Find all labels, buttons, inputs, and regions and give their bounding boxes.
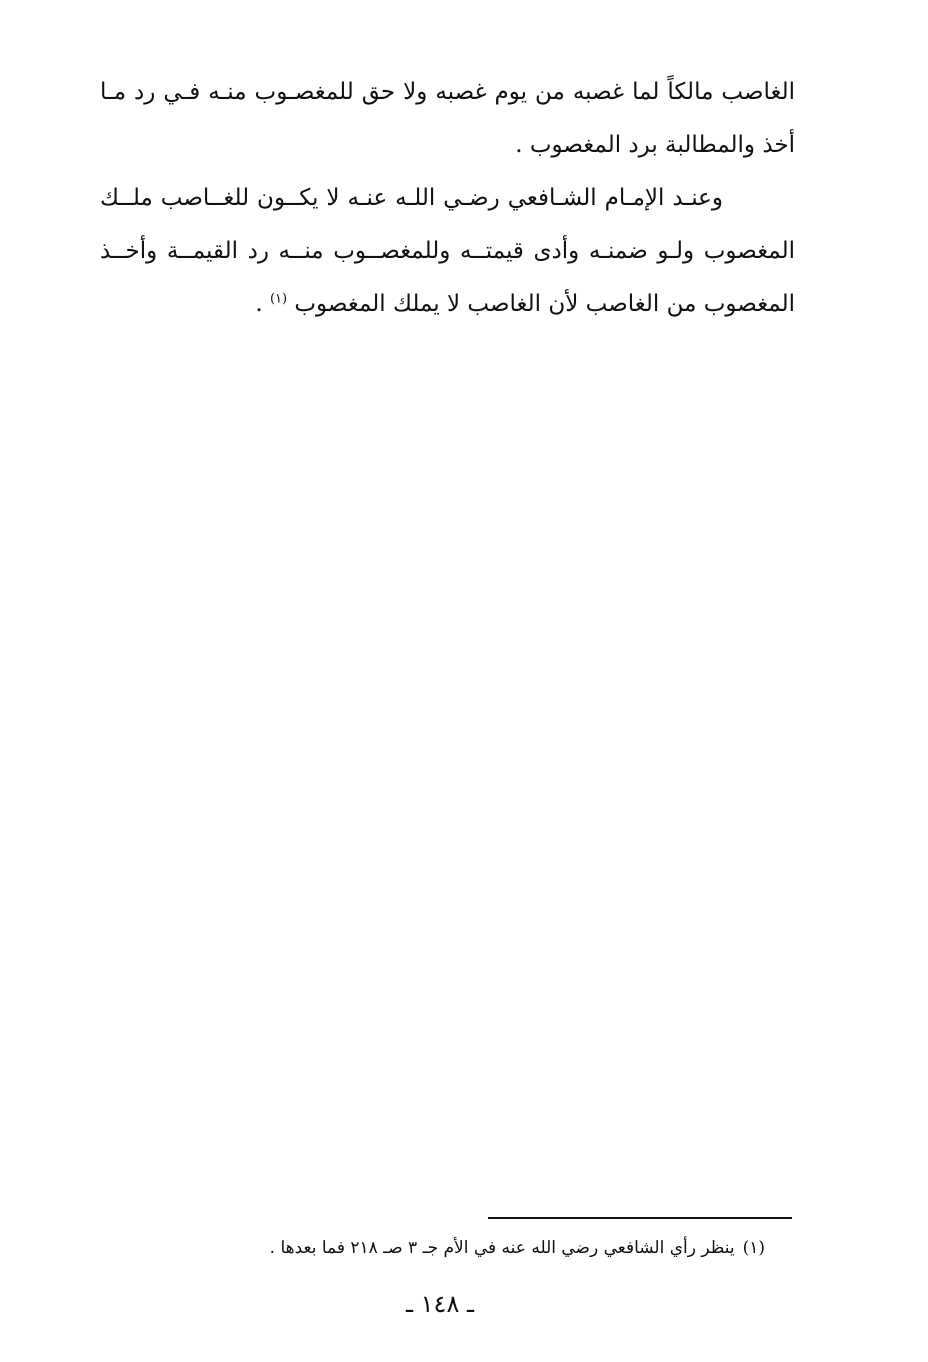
main-text: [100, 66, 795, 331]
text-line: الغاصب مالكاً لما غصبه من يوم غصبه ولا حق للمغصـوب منـه فـي رد مـا: [100, 79, 795, 105]
footnote-reference[interactable]: (١): [269, 291, 288, 307]
sentence-end: .: [255, 291, 270, 317]
footnote-text: ينظر رأي الشافعي رضي الله عنه في الأم جـ ٣ صـ ٢١٨ فما بعدها .: [269, 1238, 735, 1258]
text-line-with-footnote: [100, 278, 795, 331]
text-line: أخذ والمطالبة برد المغصوب .: [515, 132, 795, 158]
footnote: [180, 1234, 765, 1262]
text-line: المغصوب من الغاصب لأن الغاصب لا يملك المغصوب: [294, 291, 795, 317]
footnote-separator: [488, 1217, 792, 1219]
text-line: وعنـد الإمـام الشـافعي رضـي اللـه عنـه لا يكــون للغــاصب ملــك: [100, 185, 723, 211]
page-number-label: ـ ١٤٨ ـ: [405, 1290, 474, 1318]
footnote-number: (١): [742, 1238, 765, 1258]
text-line: المغصوب ولـو ضمنـه وأدى قيمتــه وللمغصــوب منــه رد القيمــة وأخــذ: [100, 238, 795, 264]
page-number: [0, 1284, 880, 1324]
